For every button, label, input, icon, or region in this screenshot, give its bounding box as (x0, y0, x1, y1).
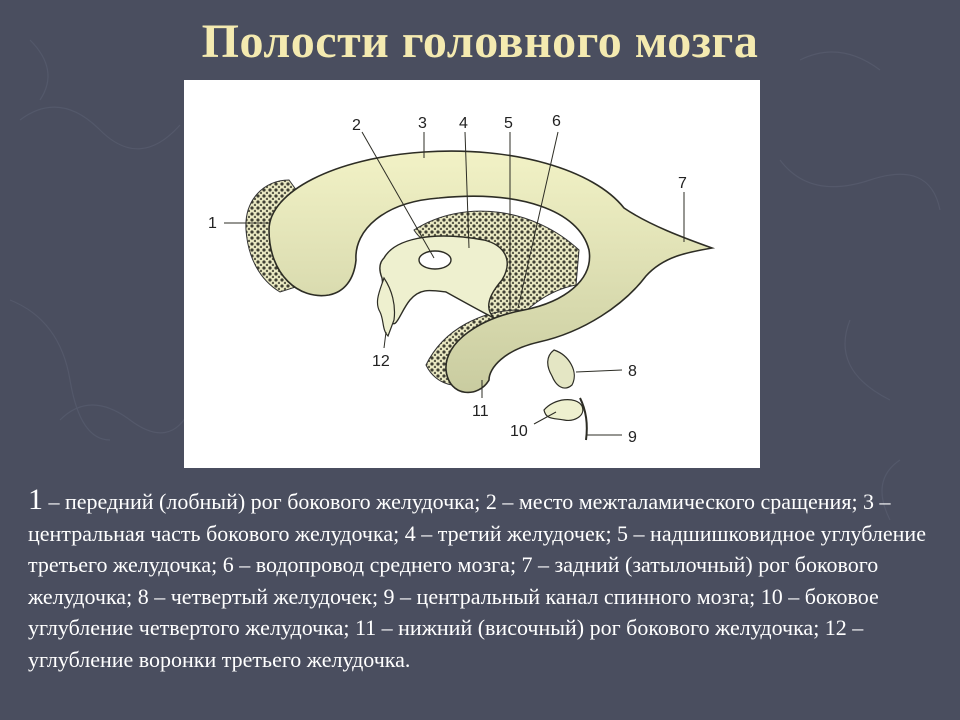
caption-first-number: 1 (28, 483, 43, 516)
figure-caption (28, 484, 940, 675)
label-12: 12 (372, 353, 390, 370)
interthalamic-adhesion (419, 251, 451, 269)
fourth-ventricle (548, 350, 575, 388)
label-2: 2 (352, 117, 361, 134)
label-4: 4 (459, 115, 468, 132)
label-1: 1 (208, 215, 217, 232)
caption-text: – передний (лобный) рог бокового желудочка; 2 – место межталамического сращения; 3 – центральная часть бокового желудочка; 4 – третий желудочек; 5 – надшишковидное углубление третьего желудочка; 6 – водопровод среднего мозга; 7 – задний (затылочный) рог бокового желудочка; 8 – четвертый желудочек; 9 – центральный канал спинного мозга; 10 – боковое углубление четвертого желудочка; 11 – нижний (височный) рог бокового желудочка; 12 – углубление воронки третьего желудочка. (28, 489, 926, 672)
label-8: 8 (628, 363, 637, 380)
brain-ventricles-figure (184, 80, 760, 468)
page-title: Полости головного мозга (201, 15, 759, 68)
label-11: 11 (472, 403, 489, 420)
label-9: 9 (628, 429, 637, 446)
label-10: 10 (510, 423, 528, 440)
ventricles-drawing (184, 80, 760, 468)
third-ventricle (380, 236, 507, 324)
label-3: 3 (418, 115, 427, 132)
lateral-recess-fourth (544, 400, 583, 421)
label-6: 6 (552, 113, 561, 130)
label-7: 7 (678, 175, 687, 192)
label-5: 5 (504, 115, 513, 132)
